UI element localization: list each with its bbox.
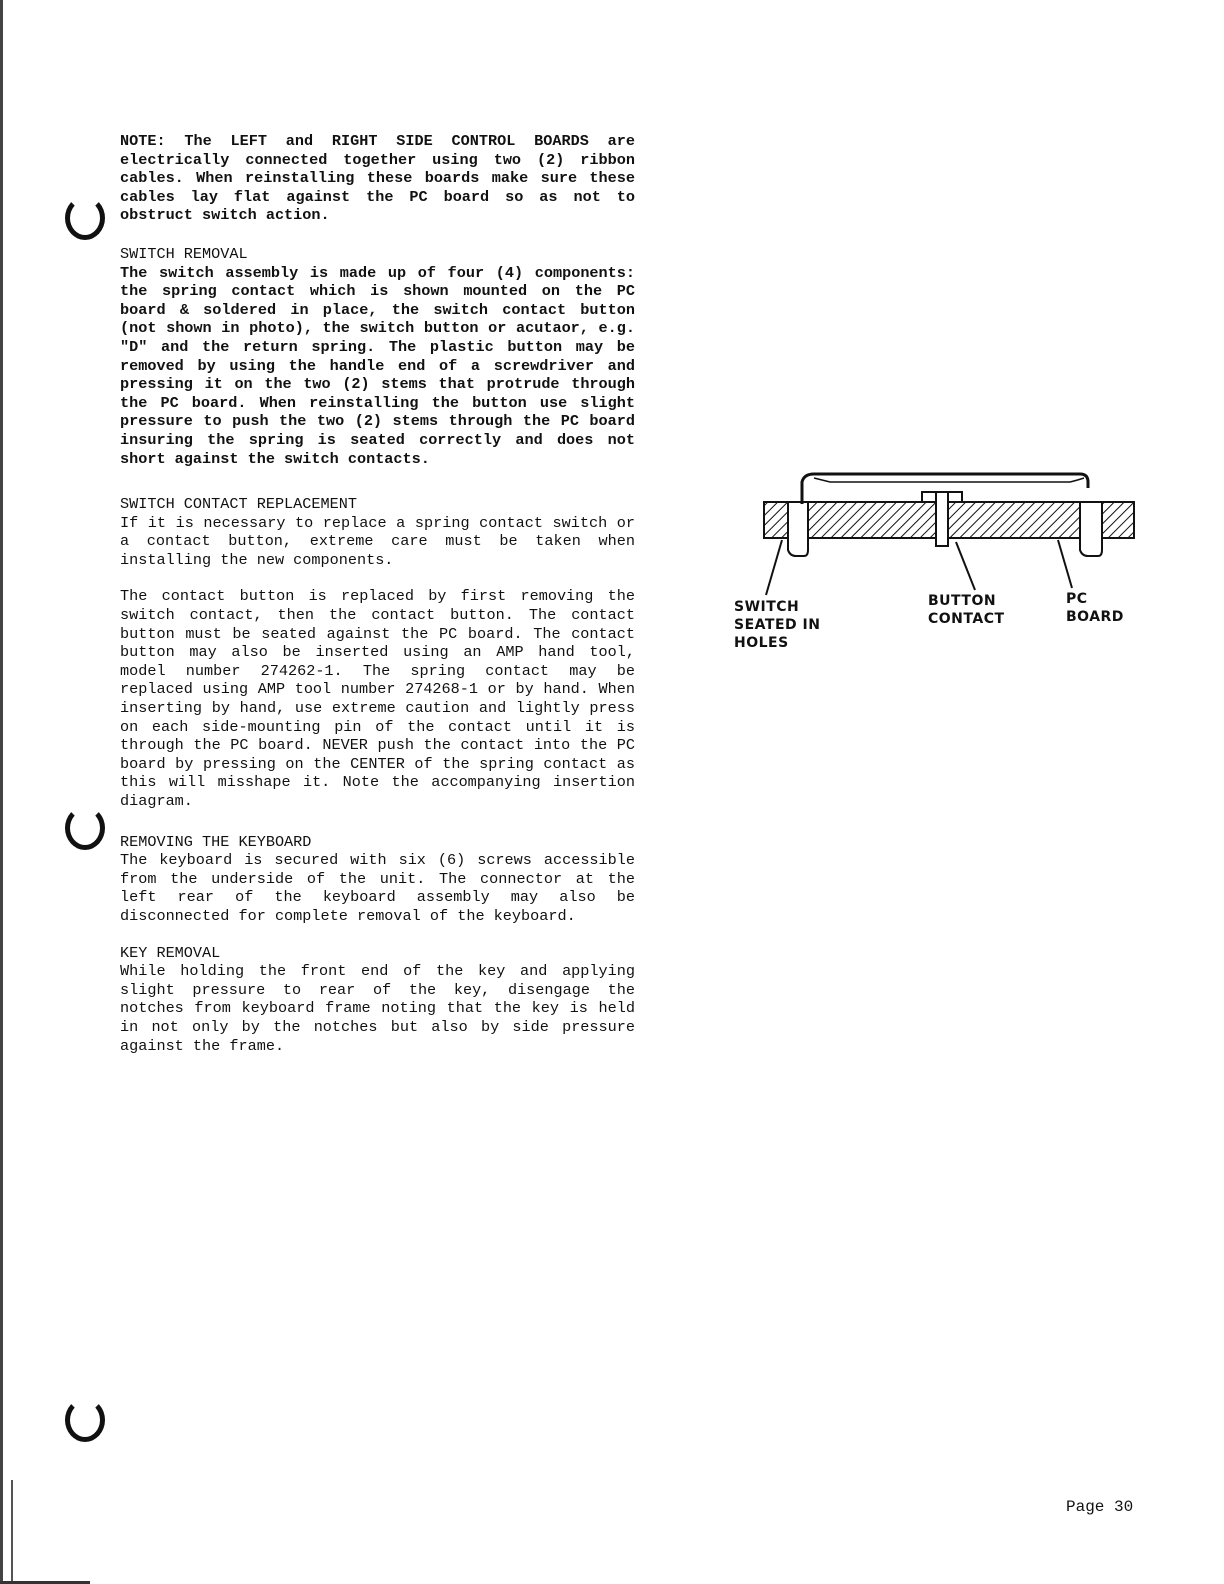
- section-body: While holding the front end of the key and applying slight pressure to rear of the key, disengage the notches from keyboard frame noting that the key is held in not only by the notches but also by side pressure against the frame.: [120, 962, 635, 1055]
- section-heading: REMOVING THE KEYBOARD: [120, 832, 312, 851]
- label-pc-board: [1066, 590, 1124, 626]
- label-line: SEATED IN: [734, 617, 821, 633]
- binder-hole-icon: [65, 196, 105, 240]
- label-line: HOLES: [734, 635, 789, 651]
- leader-switch: [766, 540, 782, 595]
- scan-left-edge: [0, 0, 3, 1584]
- label-button-contact: [928, 592, 1005, 628]
- insertion-diagram: [730, 460, 1150, 660]
- label-line: SWITCH: [734, 599, 800, 615]
- section-switch-removal: [120, 245, 635, 468]
- binder-hole-icon: [65, 1398, 105, 1442]
- section-heading: SWITCH CONTACT REPLACEMENT: [120, 495, 357, 514]
- section-removing-keyboard: [120, 833, 635, 926]
- label-line: CONTACT: [928, 611, 1005, 627]
- section-switch-contact-replacement: [120, 495, 635, 811]
- spring-contact-inner: [814, 478, 1084, 482]
- binder-hole-icon: [65, 806, 105, 850]
- section-body: The switch assembly is made up of four (4) components: the spring contact which is shown mounted on the PC board & soldered in place, the switch contact button (not shown in photo), the switch button or acutaor, e.g. "D" and the return spring. The plastic button may be removed by using the handle end of a screwdriver and pressing it on the two (2) stems that protrude through the PC board. When reinstalling the button use slight pressure to push the two (2) stems through the PC board insuring the spring is seated correctly and does not short against the switch contacts.: [120, 263, 635, 468]
- label-switch-seated: [734, 598, 820, 652]
- section-body: The keyboard is secured with six (6) screws accessible from the underside of the unit. The connector at the left rear of the keyboard assembly may also be disconnected for complete removal of the keyboard.: [120, 851, 635, 925]
- label-line: BUTTON: [928, 593, 997, 609]
- note-text: NOTE: The LEFT and RIGHT SIDE CONTROL BOARDS are electrically connected together using two (2) ribbon cables. When reinstalling these boards make sure these cables lay flat against the PC board so as not to obstruct switch action.: [120, 132, 635, 225]
- section-body: If it is necessary to replace a spring contact switch or a contact button, extreme care must be taken when installing the new components.: [120, 513, 635, 569]
- leader-pc-board: [1058, 540, 1072, 588]
- label-line: BOARD: [1066, 609, 1124, 625]
- switch-left-leg: [788, 502, 808, 556]
- switch-right-leg: [1080, 502, 1102, 556]
- scan-left-edge-shadow: [11, 1480, 13, 1584]
- button-contact-stem: [936, 492, 948, 546]
- label-line: PC: [1066, 591, 1088, 607]
- section-heading: SWITCH REMOVAL: [120, 244, 248, 263]
- page-number: Page 30: [1066, 1498, 1134, 1516]
- leader-button: [956, 542, 975, 590]
- text-column: [120, 132, 635, 1073]
- section-heading: KEY REMOVAL: [120, 943, 221, 962]
- section-body-continued: The contact button is replaced by first removing the switch contact, then the contact button. The contact button must be seated against the PC board. The contact button may also be inserted using an AMP hand tool, model number 274262-1. The spring contact may be replaced using AMP tool number 274268-1 or by hand. When inserting by hand, use extreme caution and lightly press on each side-mounting pin of the contact until it is through the PC board. NEVER push the contact into the PC board by pressing on the CENTER of the spring contact as this will misshape it. Note the accompanying insertion diagram.: [120, 587, 635, 810]
- section-key-removal: [120, 944, 635, 1056]
- note-block: [120, 132, 635, 225]
